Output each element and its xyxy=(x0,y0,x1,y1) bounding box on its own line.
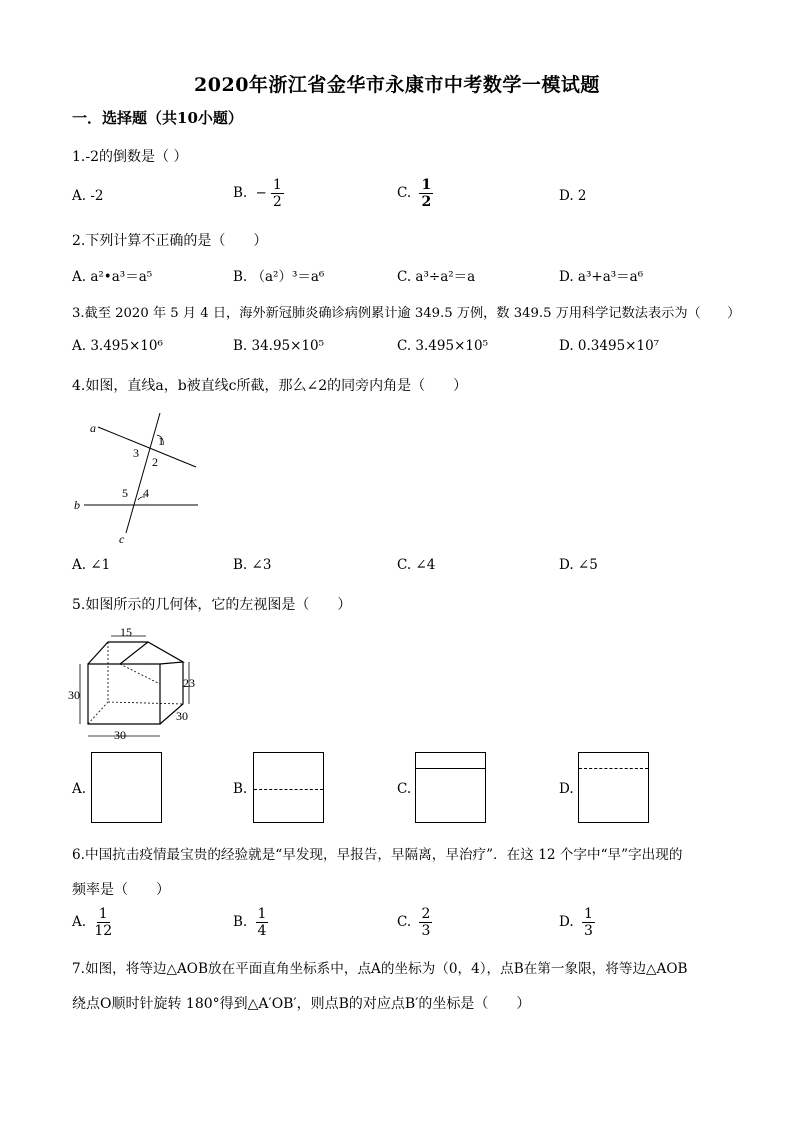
q6-option-b-label: B. xyxy=(233,914,248,930)
q6-c-denominator: 3 xyxy=(421,923,431,939)
q1-option-b-label: B. xyxy=(233,185,248,201)
line-a xyxy=(98,427,196,467)
question-4-stem: 4.如图，直线a，b被直线c所截，那么∠2的同旁内角是（ ） xyxy=(72,378,468,394)
q3-option-b: B. 34.95×10⁵ xyxy=(233,338,325,354)
q6-a-numerator: 1 xyxy=(98,906,108,922)
q6-b-denominator: 4 xyxy=(257,923,267,939)
question-7-stem-line-2: 绕点O顺时针旋转 180°得到△A′OB′，则点B的对应点B′的坐标是（ ） xyxy=(72,996,531,1012)
q1-option-d: D. 2 xyxy=(559,188,587,204)
q1-b-denominator: 2 xyxy=(272,194,282,210)
q6-b-numerator: 1 xyxy=(257,906,267,922)
q2-option-a: A. a²•a³＝a⁵ xyxy=(72,269,153,285)
q4-option-c: C. ∠4 xyxy=(397,557,436,573)
dim-label-right: 23 xyxy=(183,676,195,690)
q6-option-d-fraction xyxy=(582,906,595,939)
q4-figure xyxy=(70,405,210,550)
q6-option-b xyxy=(233,906,268,939)
q2-option-b: B. （a²）³＝a⁶ xyxy=(233,269,325,285)
label-line-b: b xyxy=(74,498,80,512)
label-angle-2: 2 xyxy=(152,455,158,469)
q1-c-numerator: 1 xyxy=(421,177,432,193)
q6-d-denominator: 3 xyxy=(583,923,593,939)
question-5-stem: 5.如图所示的几何体，它的左视图是（ ） xyxy=(72,597,352,613)
q6-d-numerator: 1 xyxy=(583,906,593,922)
question-2-stem: 2.下列计算不正确的是（ ） xyxy=(72,233,268,249)
q1-option-b xyxy=(233,177,284,210)
q3-option-a: A. 3.495×10⁶ xyxy=(72,338,163,354)
q1-option-b-fraction xyxy=(271,177,284,210)
page-title: 2020年浙江省金华市永康市中考数学一模试题 xyxy=(194,74,600,96)
q5-option-d-label: D. xyxy=(559,781,574,797)
question-6-stem-line-2: 频率是（ ） xyxy=(72,882,170,898)
q5-option-a-label: A. xyxy=(72,781,87,797)
solid-hidden-diagonal xyxy=(120,664,160,684)
q6-option-c xyxy=(397,906,432,939)
q5-option-d-box xyxy=(578,752,649,823)
q5-option-a-box xyxy=(91,752,162,823)
q5-option-b-dashed-line xyxy=(254,789,323,790)
q5-option-b-box xyxy=(253,752,324,823)
q5-option-d-dashed-line xyxy=(579,768,648,769)
question-7-stem-line-1: 7.如图，将等边△AOB放在平面直角坐标系中，点A的坐标为（0，4），点B在第一象限，将等边△AOB xyxy=(72,961,688,977)
label-angle-1: 1 xyxy=(158,434,164,448)
question-3-stem: 3.截至 2020 年 5 月 4 日，海外新冠肺炎确诊病例累计逾 349.5 万例，数 349.5 万用科学记数法表示为（ ） xyxy=(72,306,741,321)
q5-solid-figure xyxy=(68,622,203,744)
q1-option-b-sign: − xyxy=(255,185,267,201)
q1-option-c-label: C. xyxy=(397,185,412,201)
q6-option-c-fraction xyxy=(419,906,432,939)
q6-option-a-fraction xyxy=(94,906,112,939)
q5-option-c-box xyxy=(415,752,486,823)
q5-option-b-label: B. xyxy=(233,781,248,797)
dim-label-top: 15 xyxy=(120,625,132,639)
q3-option-c: C. 3.495×10⁵ xyxy=(397,338,488,354)
q4-option-d: D. ∠5 xyxy=(559,557,598,573)
q1-c-denominator: 2 xyxy=(421,194,432,210)
q5-option-c-label: C. xyxy=(397,781,412,797)
q6-option-a xyxy=(72,906,112,939)
section-heading: 一．选择题（共10小题） xyxy=(72,109,243,127)
label-angle-4: 4 xyxy=(143,486,149,500)
q6-option-b-fraction xyxy=(256,906,269,939)
q3-option-d: D. 0.3495×10⁷ xyxy=(559,338,660,354)
dim-label-bottom: 30 xyxy=(114,728,126,742)
dim-label-height: 30 xyxy=(68,688,80,702)
label-line-c: c xyxy=(119,532,125,546)
dim-label-depth: 30 xyxy=(176,709,188,723)
q6-a-denominator: 12 xyxy=(94,923,113,939)
q1-b-numerator: 1 xyxy=(272,177,282,193)
solid-top-outline xyxy=(88,642,183,664)
label-angle-3: 3 xyxy=(133,446,139,460)
solid-front-face xyxy=(88,664,160,724)
q4-option-a: A. ∠1 xyxy=(72,557,111,573)
q6-c-numerator: 2 xyxy=(421,906,431,922)
solid-top-ridge xyxy=(120,642,148,664)
solid-hidden-back-edge xyxy=(108,702,183,704)
q5-option-c-solid-line xyxy=(416,768,485,769)
q2-option-c: C. a³÷a²＝a xyxy=(397,269,476,285)
q1-option-a: A. -2 xyxy=(72,188,104,204)
q4-option-b: B. ∠3 xyxy=(233,557,272,573)
line-c xyxy=(126,413,160,533)
question-1-stem: 1.-2的倒数是（ ） xyxy=(72,149,188,165)
question-6-stem-line-1: 6.中国抗击疫情最宝贵的经验就是“早发现，早报告，早隔离，早治疗”．在这 12 个字中“早”字出现的 xyxy=(72,847,683,863)
q2-option-d: D. a³+a³＝a⁶ xyxy=(559,269,644,285)
q1-option-c-fraction xyxy=(419,177,433,210)
label-line-a: a xyxy=(90,421,96,435)
q6-option-d xyxy=(559,906,595,939)
q6-option-c-label: C. xyxy=(397,914,412,930)
q1-option-c xyxy=(397,177,433,210)
label-angle-5: 5 xyxy=(122,486,128,500)
solid-hidden-depth xyxy=(88,702,108,724)
q6-option-d-label: D. xyxy=(559,914,574,930)
q6-option-a-label: A. xyxy=(72,914,87,930)
